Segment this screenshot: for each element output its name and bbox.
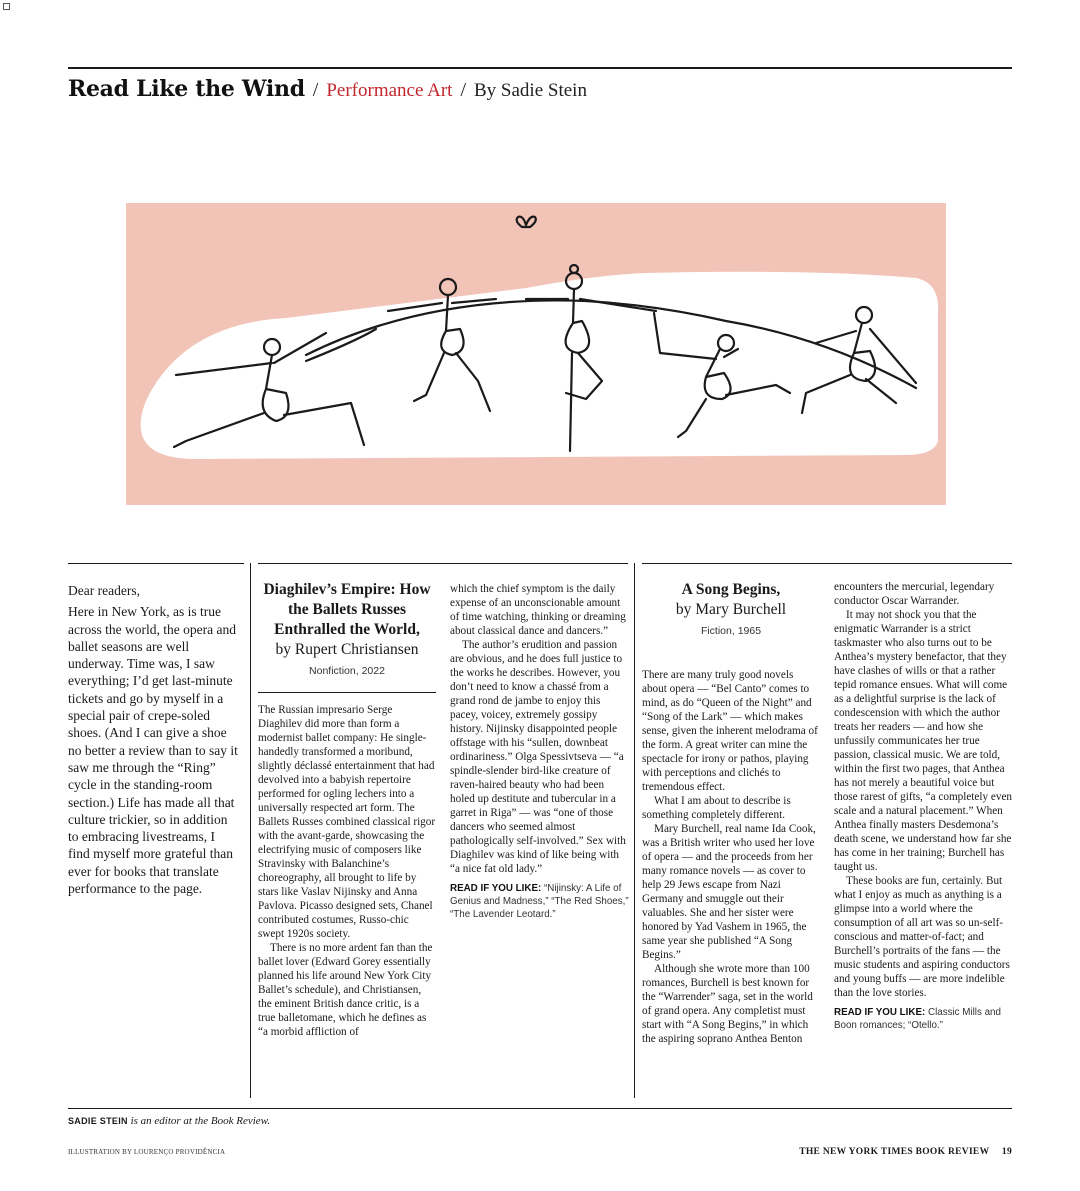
review1-paragraph: The author’s erudition and passion are obvious, and he does full justice to the works he describes. However, you don’t need to know a chassé from a grand rond de jambe to enjoy this pacey, voicey, extremely gossipy history. Nijinsky disappointed people offstage with his “sullen, downbeat ordinariness.” Olga Spessivtseva — “a spindle-slender bird-like creature of raven-haired beauty who had been holed up destitute and tubercular in a garret in Riga” — was “one of those dancers who seemed almost pathologically self-involved.” Sex with Diaghilev was kind of like being with “a nice fat old lady.” — [450, 639, 626, 875]
editor-letter — [68, 582, 240, 901]
review2-book-title: A Song Begins, — [681, 581, 781, 598]
review1-paragraph: The Russian impresario Serge Diaghilev did more than form a modernist ballet company: He single-handedly transformed a moribund, slightly déclassé entertainment that had devolved into a babyish repertoire performed for ogling lechers into a universally respected art form. The Ballets Russes combined classical rigor with the avant-garde, showcasing the electrifying music of composers like Stravinsky with Balanchine’s choreography, all brought to life by stars like Vaslav Nijinsky and Anna Pavlova. Picasso designed sets, Chanel contributed costumes, Russo-chic swept 1920s society. — [258, 704, 436, 940]
dancers-illustration — [126, 203, 946, 505]
bio-text: is an editor at the Book Review. — [130, 1115, 270, 1127]
review2-top-rule — [642, 563, 1012, 564]
letter-top-rule — [68, 563, 244, 564]
footer-rule — [68, 1108, 1012, 1109]
review2-read-if-label: READ IF YOU LIKE: — [834, 1007, 926, 1018]
review2-paragraph: encounters the mercurial, legendary conductor Oscar Warrander. — [834, 581, 995, 607]
review1-column-a — [258, 580, 436, 1039]
review2-paragraph: Mary Burchell, real name Ida Cook, was a British writer who used her love of opera — and the proceeds from her many romance novels — as cover to help 29 Jews escape from Nazi Germany and smuggle out their valuables. She and her sister were honored by Yad Vashem in 1965, the same year she published “A Song Begins.” — [642, 823, 816, 961]
review2-read-if — [834, 1006, 1012, 1032]
section-label: Performance Art — [326, 80, 453, 101]
review2-paragraph: What I am about to describe is something completely different. — [642, 795, 791, 821]
page-number: 19 — [1001, 1147, 1012, 1157]
review1-heading — [258, 580, 436, 678]
review2-paragraph: It may not shock you that the enigmatic Warrander is a strict taskmaster who also turns out to be Anthea’s mystery benefactor, that they have clashes of wills or that a rather tepid romance ensues. What will come as a delightful surprise is the lack of condescension with which the author treats her readers — and how she unfussily communicates her true passion, classical music. We are told, within the first two pages, that Anthea has not merely a beautiful voice but those rarest of gifts, “a completely even scale and a natural placement.” When Anthea finally masters Desdemona’s death scene, we understand how far she has come in her training; Burchell has taught us. — [834, 609, 1013, 873]
publication-footer — [799, 1147, 1012, 1157]
review2-column-b — [834, 580, 1012, 1032]
review1-read-if — [450, 882, 630, 921]
publication-name: THE NEW YORK TIMES BOOK REVIEW — [799, 1147, 990, 1157]
bio-name: SADIE STEIN — [68, 1116, 128, 1126]
review1-read-if-label: READ IF YOU LIKE: — [450, 883, 542, 894]
review2-genre: Fiction, 1965 — [700, 625, 762, 637]
review2-heading — [642, 580, 820, 638]
letter-salutation: Dear readers, — [68, 583, 140, 598]
review2-read-if-text: Classic Mills and Boon romances; “Otello.” — [834, 1007, 1001, 1031]
review1-book-author: by Rupert Christiansen — [275, 641, 419, 658]
review1-top-rule — [258, 563, 628, 564]
review1-read-if-text: “Nijinsky: A Life of Genius and Madness,” “The Red Shoes,” “The Lavender Leotard.” — [450, 883, 629, 920]
review1-book-title: Diaghilev’s Empire: How the Ballets Russes Enthralled the World, — [263, 581, 431, 638]
review2-column-a — [642, 580, 820, 1046]
letter-body: Here in New York, as is true across the world, the opera and ballet seasons are well underway. Time was, I saw everything; I’d get last-minute tickets and go by myself in a special pair of crepe-soled shoes. (And I can give a shoe no better a review than to say it saw me through the “Ring” cycle in the standing-room section.) Life has made all that culture trickier, so in addition to embracing livestreams, I find myself more grateful than ever for books that translate performance to the page. — [68, 604, 238, 897]
byline: By Sadie Stein — [474, 80, 587, 101]
illustration-credit: ILLUSTRATION BY LOURENÇO PROVIDÊNCIA — [68, 1148, 226, 1156]
review1-genre: Nonfiction, 2022 — [309, 665, 385, 677]
column-title: Read Like the Wind — [68, 76, 305, 102]
review1-column-b — [450, 582, 630, 921]
review1-paragraph: There is no more ardent fan than the ballet lover (Edward Gorey essentially planned his life around New York City Ballet’s schedule), and Christiansen, the eminent British dance critic, is a true balletomane, which he defines as “a morbid affliction of — [258, 942, 433, 1038]
masthead — [68, 76, 587, 102]
corner-crop-mark — [3, 3, 10, 10]
review2-paragraph: These books are fun, certainly. But what I enjoy as much as anything is a glimpse into a world where the consumption of all art was so un-self-conscious and matter-of-fact; and Burchell’s portraits of the fans — the music students and aspiring conductors and young buffs — are more indelible than the love stories. — [834, 875, 1010, 999]
column-divider-2 — [634, 563, 635, 1098]
review1-paragraph: which the chief symptom is the daily expense of an unconscionable amount of time watching, thinking or dreaming about classical dance and dancers.” — [450, 583, 626, 637]
review2-book-author: by Mary Burchell — [675, 601, 787, 618]
column-divider-1 — [250, 563, 251, 1098]
masthead-top-rule — [68, 67, 1012, 69]
review2-paragraph: Although she wrote more than 100 romances, Burchell is best known for the “Warrender” saga, set in the world of grand opera. Any completist must start with “A Song Begins,” in which the aspiring soprano Anthea Benton — [642, 963, 813, 1045]
author-bio — [68, 1115, 270, 1127]
review1-heading-rule — [258, 692, 436, 693]
review2-paragraph: There are many truly good novels about opera — “Bel Canto” comes to mind, as do “Queen of the Night” and “Song of the Lark” — which makes sense, given the inherent melodrama of the form. A great writer can mine the spectacle for irony or pathos, playing with perceptions and clichés to tremendous effect. — [642, 669, 818, 793]
masthead-separator: / — [312, 79, 319, 101]
masthead-separator-2: / — [460, 79, 466, 101]
